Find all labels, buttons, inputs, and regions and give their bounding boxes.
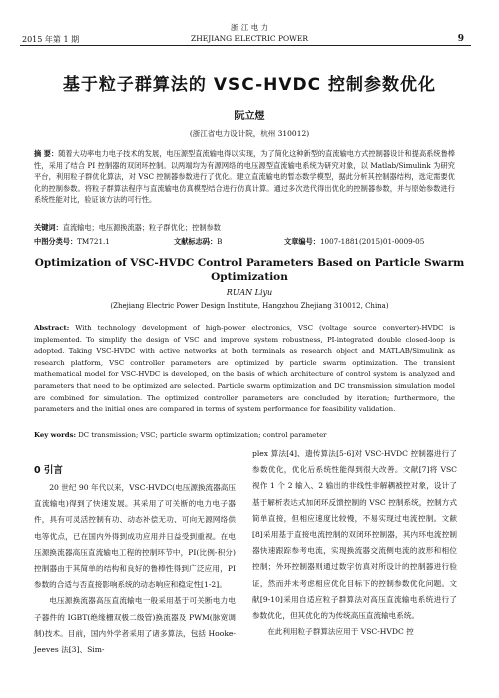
abstract-zh-label: 摘 要： (34, 149, 59, 158)
section-heading-introduction: 0 引言 (34, 465, 63, 476)
author-zh: 阮立煜 (234, 111, 265, 122)
intro-paragraph-1: 20 世纪 90 年代以来，VSC-HVDC(电压源换流器高压直流输电)得到了快速发展。其采用了可关断的电力电子器件，具有可灵活控制有功、动态补偿无功、可向无源网络供电等优点，已在国内外得到成功应用并日益受到重视。在电压源换流器高压直流输电工程的控制环节中，PI(比例-积分)控制器由于其简单的结构和良好的鲁棒性得到广泛应用，PI 参数的合适与否直接影响系统的动态响应和稳定性[1-2]。 (34, 483, 236, 590)
keywords-zh-text: 直流输电；电压源换流器；粒子群优化；控制参数 (62, 223, 221, 232)
issue-label: 2015 年第 1 期 (22, 35, 80, 44)
journal-name-en: ZHEJIANG ELECTRIC POWER (191, 34, 308, 43)
journal-name-zh: 浙 江 电 力 (230, 23, 269, 32)
paper-title-en (0, 256, 499, 284)
clc-field (34, 237, 110, 247)
keywords-en (34, 431, 455, 439)
abstract-en-text: With technology development of high-power electronics, VSC (voltage source converter)-HVDC is implemented. To simplify the design of VSC and improve system robustness, PI-integrated double closed-loop is adopted. Taking VSC-HVDC with active networks at both terminals as research object and MATLAB/Simulink as research platform, VSC controller parameters are optimized by particle swarm optimization. The transient mathematical model for VSC-HVDC is developed, on the basis of which architecture of control system is analyzed and parameters that need to be optimized are selected. Particle swarm optimization and DC transmission simulation model are combined for simulation. The optimized controller parameters are concluded by iteration; furthermore, the parameters and the initial ones are compared in terms of system performance for feasibility validation. (34, 324, 455, 414)
paper-title-en-line1: Optimization of VSC-HVDC Control Parameters Based on Particle Swarm (34, 257, 465, 269)
journal-header (0, 22, 499, 44)
clc-value: TM721.1 (77, 237, 110, 246)
abstract-en-label: Abstract: (34, 324, 70, 332)
paper-title-en-line2: Optimization (211, 271, 288, 283)
affiliation-zh: (浙江省电力设计院，杭州 310012) (189, 129, 310, 138)
keywords-zh (34, 223, 455, 233)
keywords-en-text: DC transmission; VSC; particle swarm optimization; control parameter (78, 431, 327, 439)
keywords-zh-label: 关键词： (34, 223, 63, 232)
paper-title-zh: 基于粒子群算法的 VSC-HVDC 控制参数优化 (62, 75, 437, 95)
intro-paragraph-3: 在此利用粒子群算法应用于 VSC-HVDC 控 (267, 627, 414, 637)
header-divider (20, 45, 471, 46)
article-no-field (284, 237, 424, 247)
abstract-en (34, 323, 455, 416)
article-no-label: 文章编号： (284, 237, 320, 246)
intro-paragraph-2: 电压源换流器高压直流输电一般采用基于可关断电力电子器件的 IGBT(绝缘栅双极二级管)换流器及 PWM(脉宽调制)技术。目前，国内外学者采用了诸多算法，包括 Hooke-Jeeves 法[3]、Sim- (34, 596, 236, 655)
article-no-value: 1007-1881(2015)01-0009-05 (319, 237, 425, 246)
doc-code-label: 文献标志码： (174, 237, 218, 246)
abstract-zh-text: 随着大功率电力电子技术的发展，电压源型直流输电得以实现，为了简化这种新型的直流输电方式控制器设计和提高系统鲁棒性，采用了结合 PI 控制器的双闭环控制。以两端均为有源网络的电压源型直流输电系统为研究对象，以 Matlab/Simulink 为研究平台，利用粒子群优化算法，对 VSC 控制器参数进行了优化。建立直流输电的暂态数学模型，据此分析其控制器结构，选定需要优化的控制参数。将粒子群算法程序与直流输电仿真模型结合进行仿真计算。通过多次迭代得出优化的控制器参数，并与原始参数进行系统性能对比，验证该方法的可行性。 (34, 149, 455, 204)
doc-code-value: B (217, 237, 223, 246)
body-column-left (34, 480, 236, 658)
keywords-en-label: Key words: (34, 431, 77, 439)
intro-paragraph-2-continued: plex 算法[4]、遗传算法[5-6]对 VSC-HVDC 控制器进行了参数优化，优化后系统性能得到很大改善。文献[7]将 VSC 视作 1 个 2 输入、2 输出的非线性非解耦被控对象，设计了基于解析表达式加闭环反馈控制的 VSC 控制系统，控制方式简单直接，但相应速度比较慢，不易实现过电流控制。文献[8]采用基于直接电流控制的双闭环控制器，其内环电流控制器快速跟踪参考电流，实现换流器交流侧电流的波形和相位控制；外环控制器则通过数字仿真对所设计的控制器进行验证，然而并未考虑相应优化目标下的控制参数优化问题。文献[9-10]采用自适应粒子群算法对高压直流输电系统进行了参数优化，但其优化的为传统高压直流输电系统。 (252, 449, 457, 621)
affiliation-en: (Zhejiang Electric Power Design Institute, Hangzhou Zhejiang 310012, China) (110, 302, 389, 310)
page-number: 9 (457, 34, 464, 44)
abstract-zh (34, 148, 455, 206)
body-column-right (252, 446, 457, 640)
author-en: RUAN Liyu (226, 288, 273, 297)
doc-code-field (174, 237, 222, 247)
clc-label: 中图分类号： (34, 237, 78, 246)
